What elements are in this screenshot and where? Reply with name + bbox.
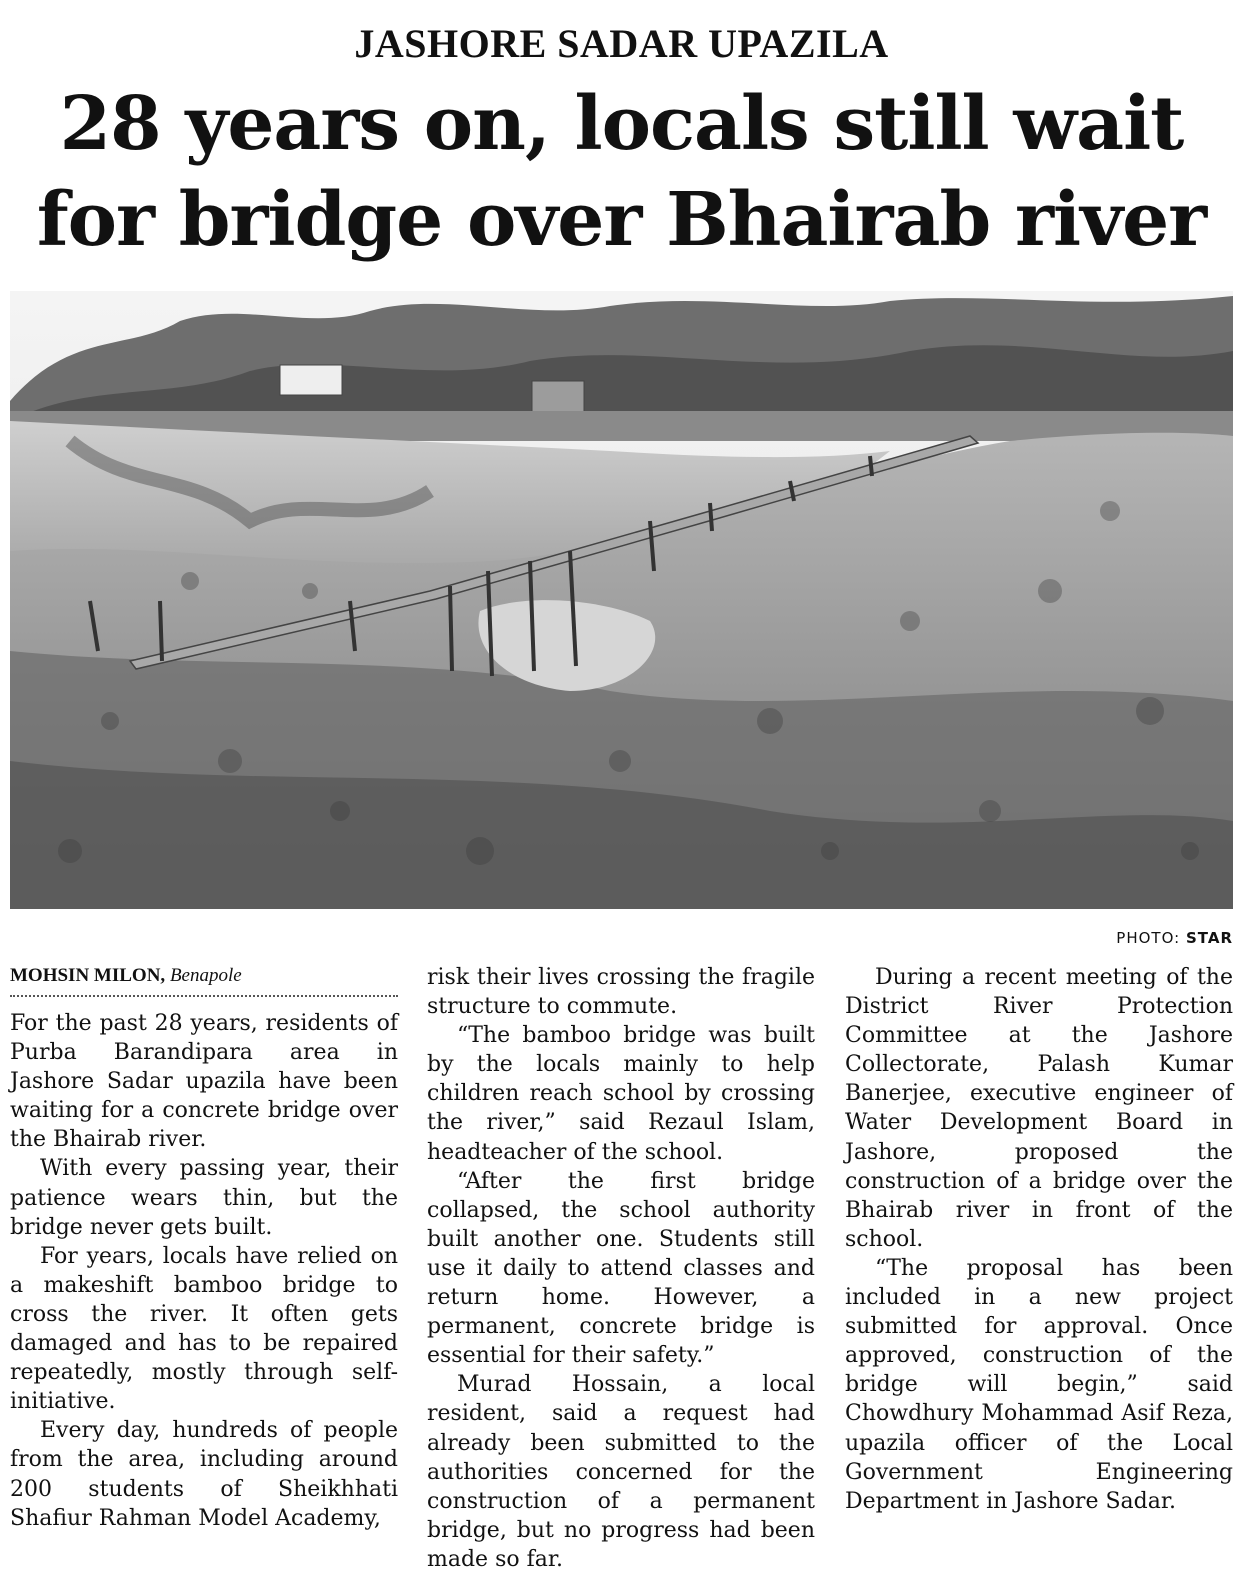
paragraph: “After the first bridge collapsed, the school authority built another one. Students still use it daily to attend classes and return home. However, a permanent, concrete bridge is essential for their safety.”	[427, 1168, 815, 1369]
article-photo	[10, 291, 1233, 909]
headline	[0, 76, 1243, 268]
photo-credit-source: STAR	[1185, 929, 1233, 947]
headline-line-2: for bridge over Bhairab river	[36, 177, 1207, 263]
byline	[10, 963, 398, 997]
paragraph: “The proposal has been included in a new project submitted for approval. Once approved, construction of the bridge will begin,” said Chowdhury Mohammad Asif Reza, upazila officer of the Local Government Engineering Department in Jashore Sadar.	[845, 1255, 1233, 1514]
paragraph: Murad Hossain, a local resident, said a request had already been submitted to the authorities concerned for the construction of a permanent bridge, but no progress had been made so far.	[427, 1372, 815, 1572]
section-kicker: JASHORE SADAR UPAZILA	[354, 21, 889, 66]
paragraph: During a recent meeting of the District River Protection Committee at the Jashore Collectorate, Palash Kumar Banerjee, executive engineer of Water Development Board in Jashore, proposed the construction of a bridge over the Bhairab river in front of the school.	[845, 965, 1233, 1252]
byline-author: MOHSIN MILON,	[10, 965, 166, 986]
paragraph: For the past 28 years, residents of Purba Barandipara area in Jashore Sadar upazila have been waiting for a concrete bridge over the Bhairab river.	[10, 1011, 398, 1153]
photo-illustration	[10, 291, 1233, 909]
paragraph: With every passing year, their patience wears thin, but the bridge never gets built.	[10, 1156, 398, 1240]
article-column-1	[10, 963, 398, 1533]
photo-credit	[1116, 929, 1233, 947]
paragraph: risk their lives crossing the fragile structure to commute.	[427, 965, 815, 1020]
article-column-2	[427, 963, 815, 1574]
article-column-3	[845, 963, 1233, 1516]
byline-location: Benapole	[169, 965, 242, 986]
paragraph: For years, locals have relied on a makeshift bamboo bridge to cross the river. It often gets damaged and has to be repaired repeatedly, mostly through self-initiative.	[10, 1243, 398, 1415]
paragraph: Every day, hundreds of people from the area, including around 200 students of Sheikhhati Shafiur Rahman Model Academy,	[10, 1418, 398, 1531]
headline-line-1: 28 years on, locals still wait	[59, 81, 1184, 167]
photo-credit-label: PHOTO:	[1116, 929, 1186, 947]
paragraph: “The bamboo bridge was built by the locals mainly to help children reach school by crossing the river,” said Rezaul Islam, headteacher of the school.	[427, 1023, 815, 1165]
